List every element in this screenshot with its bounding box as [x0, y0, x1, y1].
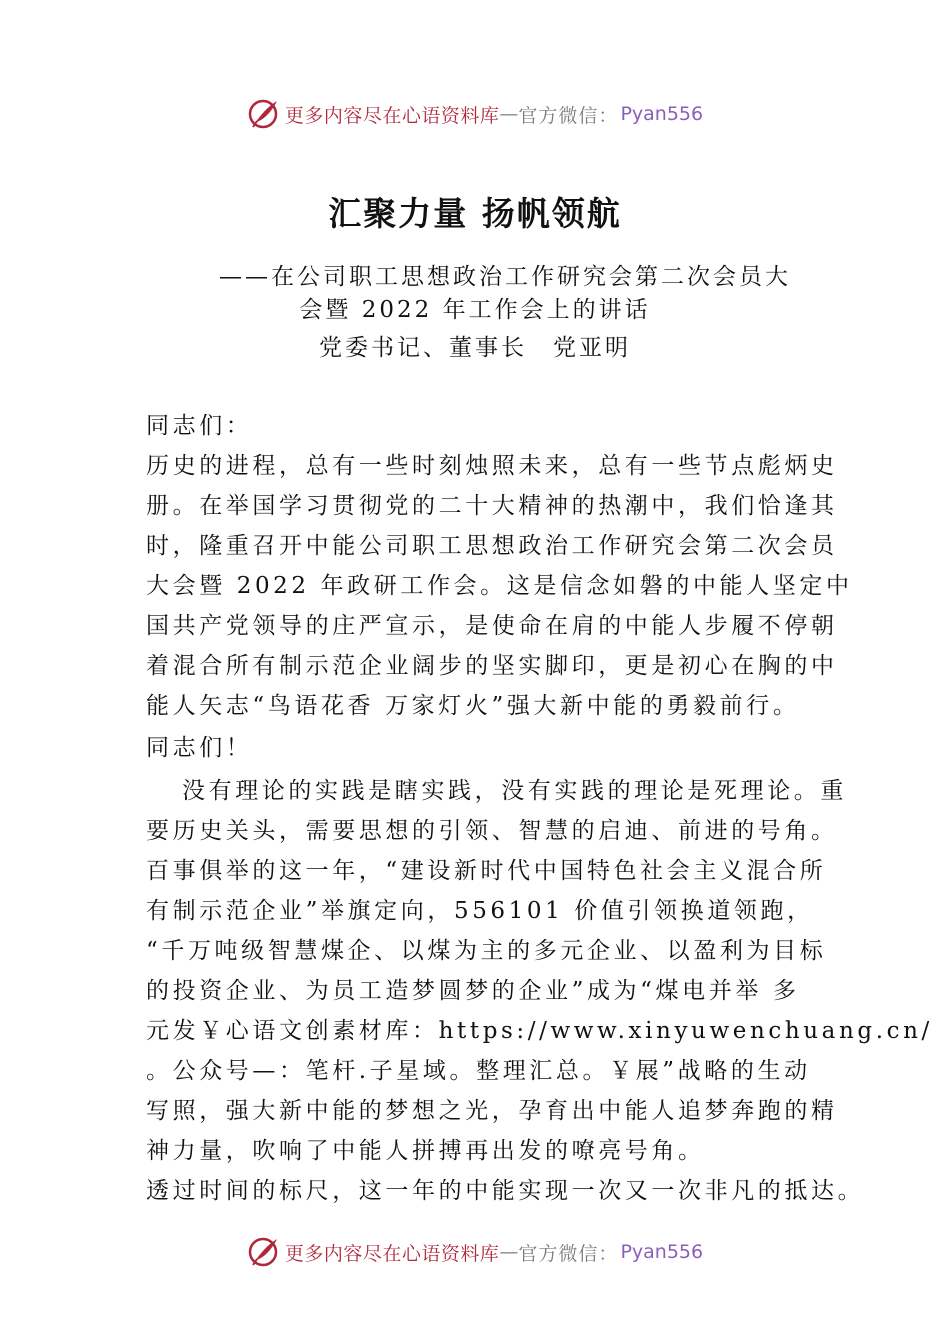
quill-logo-icon — [247, 1235, 281, 1269]
watermark-site-text: 更多内容尽在心语资料库 — [284, 1242, 500, 1265]
paragraph-line: “千万吨级智慧煤企、以煤为主的多元企业、以盈利为目标 — [146, 938, 827, 964]
paragraph-line: 写照，强大新中能的梦想之光，孕育出中能人追梦奔跑的精 — [146, 1098, 838, 1124]
watermark-banner-bottom — [0, 1232, 950, 1272]
paragraph-line: 百事俱举的这一年，“建设新时代中国特色社会主义混合所 — [146, 858, 827, 884]
watermark-banner-top — [0, 94, 950, 134]
document-subtitle-line2: 会暨 2022 年工作会上的讲话 — [299, 297, 651, 323]
greeting-1-text: 同志们： — [146, 413, 253, 439]
paragraph-line: 。公众号—：笔杆.子星域。整理汇总。￥展”战略的生动 — [146, 1058, 811, 1084]
quill-logo-icon — [247, 97, 281, 131]
paragraph-line: 的投资企业、为员工造梦圆梦的企业”成为“煤电并举 多 — [146, 978, 800, 1004]
paragraph-line: 透过时间的标尺，这一年的中能实现一次又一次非凡的抵达。 — [146, 1178, 865, 1204]
greeting-2 — [146, 728, 826, 768]
paragraph-line: 国共产党领导的庄严宣示，是使命在肩的中能人步履不停朝 — [146, 613, 838, 639]
paragraph-1 — [146, 446, 853, 726]
paragraph-2 — [146, 771, 933, 1211]
paragraph-line-url: 元发￥心语文创素材库：https://www.xinyuwenchuang.cn/ — [146, 1018, 933, 1044]
document-subtitle-line1: ——在公司职工思想政治工作研究会第二次会员大 — [219, 264, 791, 290]
paragraph-line: 没有理论的实践是瞎实践，没有实践的理论是死理论。重 — [182, 778, 847, 804]
watermark-wechat-id: Pyan556 — [620, 1241, 704, 1263]
paragraph-line: 要历史关头，需要思想的引领、智慧的启迪、前进的号角。 — [146, 818, 838, 844]
watermark-wechat-label: 官方微信： — [518, 1242, 619, 1265]
watermark-separator: — — [499, 1241, 519, 1263]
paragraph-line: 时，隆重召开中能公司职工思想政治工作研究会第二次会员 — [146, 533, 838, 559]
paragraph-line: 大会暨 2022 年政研工作会。这是信念如磐的中能人坚定中 — [146, 573, 853, 599]
greeting-1 — [146, 406, 826, 446]
paragraph-line: 有制示范企业”举旗定向，556101 价值引领换道领跑， — [146, 898, 814, 924]
paragraph-line: 册。在举国学习贯彻党的二十大精神的热潮中，我们恰逢其 — [146, 493, 838, 519]
watermark-site-text: 更多内容尽在心语资料库 — [284, 104, 500, 127]
greeting-2-text: 同志们！ — [146, 735, 253, 761]
watermark-wechat-id: Pyan556 — [620, 103, 704, 125]
paragraph-line: 历史的进程，总有一些时刻烛照未来，总有一些节点彪炳史 — [146, 453, 838, 479]
document-speaker: 党委书记、董事长 党亚明 — [319, 335, 631, 361]
paragraph-line: 神力量，吹响了中能人拼搏再出发的嘹亮号角。 — [146, 1138, 705, 1164]
watermark-separator: — — [499, 103, 519, 125]
paragraph-line: 着混合所有制示范企业阔步的坚实脚印，更是初心在胸的中 — [146, 653, 838, 679]
document-title: 汇聚力量 扬帆领航 — [328, 194, 622, 233]
paragraph-line: 能人矢志“鸟语花香 万家灯火”强大新中能的勇毅前行。 — [146, 693, 800, 719]
watermark-wechat-label: 官方微信： — [518, 104, 619, 127]
